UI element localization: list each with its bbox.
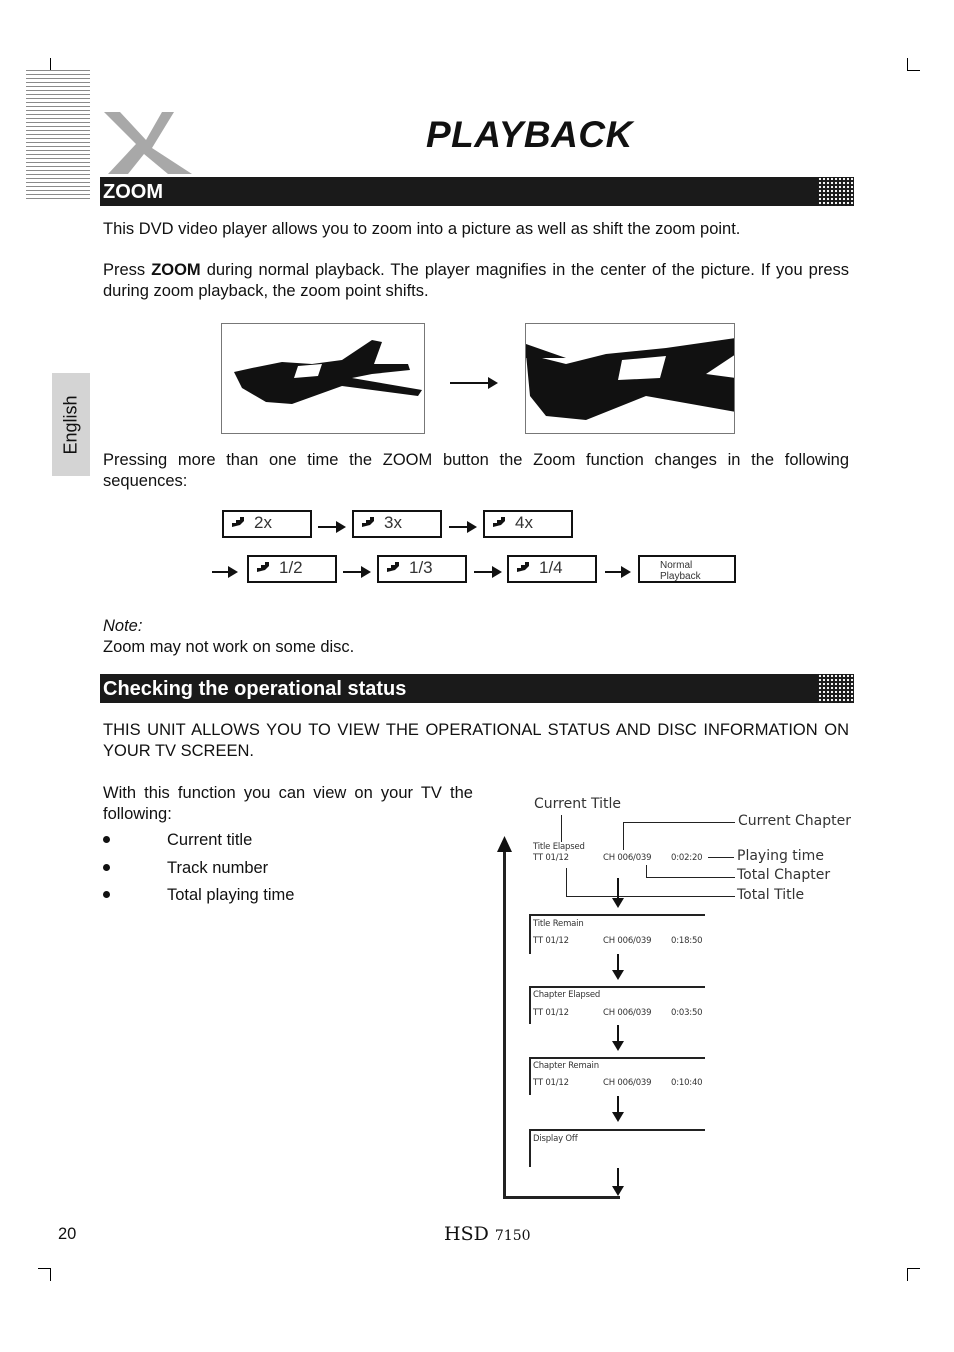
zoom-icon	[517, 562, 529, 572]
crop-mark-top-right	[907, 58, 908, 70]
flow-arrow-down	[617, 954, 619, 976]
sequence-arrow	[343, 571, 369, 573]
callout-line	[566, 868, 567, 897]
screen-3-tt: TT 01/12	[533, 1008, 569, 1018]
bullet-text: Total playing time	[167, 886, 295, 904]
flow-arrow-down	[617, 1096, 619, 1118]
bullet-dot	[103, 836, 110, 843]
press-bold: ZOOM	[151, 261, 201, 279]
crop-mark-bottom-right-h	[907, 1268, 920, 1269]
screen-2-ch: CH 006/039	[603, 936, 652, 946]
screen-5-mode: Display Off	[533, 1134, 578, 1144]
zoom-step-third	[377, 555, 467, 583]
bullet-dot	[103, 864, 110, 871]
zoom-intro: This DVD video player allows you to zoom into a picture as well as shift the zoom point.	[103, 220, 741, 238]
zoom-icon	[232, 517, 244, 527]
page-number: 20	[58, 1225, 77, 1243]
flow-arrow-down	[617, 1025, 619, 1047]
callout-line	[646, 865, 647, 877]
zoom-step-2x	[222, 510, 312, 538]
screen-3-ch: CH 006/039	[603, 1008, 652, 1018]
callout-line	[623, 822, 624, 850]
callout-line	[708, 857, 734, 858]
zoom-step-label: 4x	[515, 513, 533, 532]
zoom-step-label: 1/2	[279, 558, 303, 577]
screen-4-time: 0:10:40	[671, 1078, 703, 1088]
screen-1-tt: TT 01/12	[533, 853, 569, 863]
screen-3-time: 0:03:50	[671, 1008, 703, 1018]
zoom-press-paragraph	[103, 260, 849, 302]
zoom-step-quarter	[507, 555, 597, 583]
status-heading: Checking the operational status	[103, 678, 407, 700]
zoom-step-half	[247, 555, 337, 583]
screen-frame-top	[529, 914, 705, 916]
bullet-text: Track number	[167, 859, 269, 877]
screen-3-mode: Chapter Elapsed	[533, 990, 601, 1000]
decorative-stripes	[26, 70, 90, 200]
flow-arrow-down	[617, 1168, 619, 1192]
zoom-icon	[257, 562, 269, 572]
zoom-icon	[362, 517, 374, 527]
note-label: Note:	[103, 617, 143, 635]
airplane-zoomed-image	[525, 323, 735, 434]
airplane-normal-image	[221, 323, 425, 434]
screen-frame-top	[529, 1057, 705, 1059]
label-total-title: Total Title	[737, 887, 805, 903]
note-text: Zoom may not work on some disc.	[103, 638, 355, 656]
loop-arrow-up	[497, 836, 512, 852]
sequence-arrow	[605, 571, 629, 573]
crop-mark-top-left	[50, 58, 51, 70]
crop-mark-bottom-right	[907, 1268, 908, 1281]
screen-1-ch: CH 006/039	[603, 853, 652, 863]
flow-arrow-down	[617, 878, 619, 904]
zoom-step-4x	[483, 510, 573, 538]
zoom-arrow	[450, 382, 496, 384]
screen-1-mode: Title Elapsed	[533, 842, 585, 852]
label-total-chapter: Total Chapter	[737, 867, 831, 883]
crop-mark-bottom-left	[50, 1268, 51, 1281]
language-tab	[52, 373, 90, 476]
brand-logo	[98, 108, 196, 176]
page-title: PLAYBACK	[426, 114, 633, 155]
status-function-text: With this function you can view on your TV the following:	[103, 784, 473, 823]
screen-2-time: 0:18:50	[671, 936, 703, 946]
callout-line	[646, 877, 735, 878]
loop-line-bottom	[503, 1196, 620, 1199]
sequence-arrow	[449, 526, 475, 528]
zoom-step-normal-playback	[638, 555, 736, 583]
crop-mark-bottom-left-h	[38, 1268, 51, 1269]
zoom-step-label: 2x	[254, 513, 272, 532]
heading-dots	[818, 674, 854, 703]
screen-4-mode: Chapter Remain	[533, 1061, 599, 1071]
normal-playback-label: Normal Playback	[660, 560, 701, 582]
zoom-step-label: 3x	[384, 513, 402, 532]
screen-frame-top	[529, 1129, 705, 1131]
sequence-arrow	[212, 571, 236, 573]
sequence-arrow	[474, 571, 500, 573]
screen-frame-left	[529, 1129, 531, 1167]
zoom-icon	[493, 517, 505, 527]
bullet-dot	[103, 891, 110, 898]
status-intro: THIS UNIT ALLOWS YOU TO VIEW THE OPERATIONAL STATUS AND DISC INFORMATION ON YOUR TV SCREEN.	[103, 721, 849, 760]
zoom-sequence-text: Pressing more than one time the ZOOM button the Zoom function changes in the following sequences:	[103, 451, 849, 490]
screen-frame-left	[529, 914, 531, 954]
screen-frame-top	[529, 986, 705, 988]
press-prefix: Press	[103, 261, 152, 279]
language-tab-label: English	[60, 394, 81, 455]
callout-line	[561, 815, 562, 842]
screen-1-time: 0:02:20	[671, 853, 703, 863]
crop-mark-top-right-h	[907, 70, 920, 71]
screen-4-ch: CH 006/039	[603, 1078, 652, 1088]
status-heading-bar	[100, 674, 854, 703]
zoom-step-label: 1/4	[539, 558, 563, 577]
loop-line-left	[503, 846, 506, 1199]
label-current-title: Current Title	[534, 796, 622, 812]
zoom-step-label: 1/3	[409, 558, 433, 577]
screen-4-tt: TT 01/12	[533, 1078, 569, 1088]
screen-2-tt: TT 01/12	[533, 936, 569, 946]
screen-frame-left	[529, 986, 531, 1024]
sequence-arrow	[318, 526, 344, 528]
zoom-icon	[387, 562, 399, 572]
zoom-heading-bar	[100, 177, 854, 206]
heading-dots	[818, 177, 854, 206]
screen-frame-left	[529, 1057, 531, 1095]
bullet-text: Current title	[167, 831, 253, 849]
model-name: HSD 7150	[444, 1223, 531, 1245]
screen-2-mode: Title Remain	[533, 919, 584, 929]
label-playing-time: Playing time	[737, 848, 824, 864]
callout-line	[566, 896, 735, 897]
zoom-step-3x	[352, 510, 442, 538]
callout-line	[623, 822, 735, 823]
label-current-chapter: Current Chapter	[738, 813, 852, 829]
press-rest: during normal playback. The player magnifies in the center of the picture. If you press during zoom playback, the zoom point shifts.	[103, 261, 849, 300]
zoom-heading: ZOOM	[103, 181, 163, 203]
